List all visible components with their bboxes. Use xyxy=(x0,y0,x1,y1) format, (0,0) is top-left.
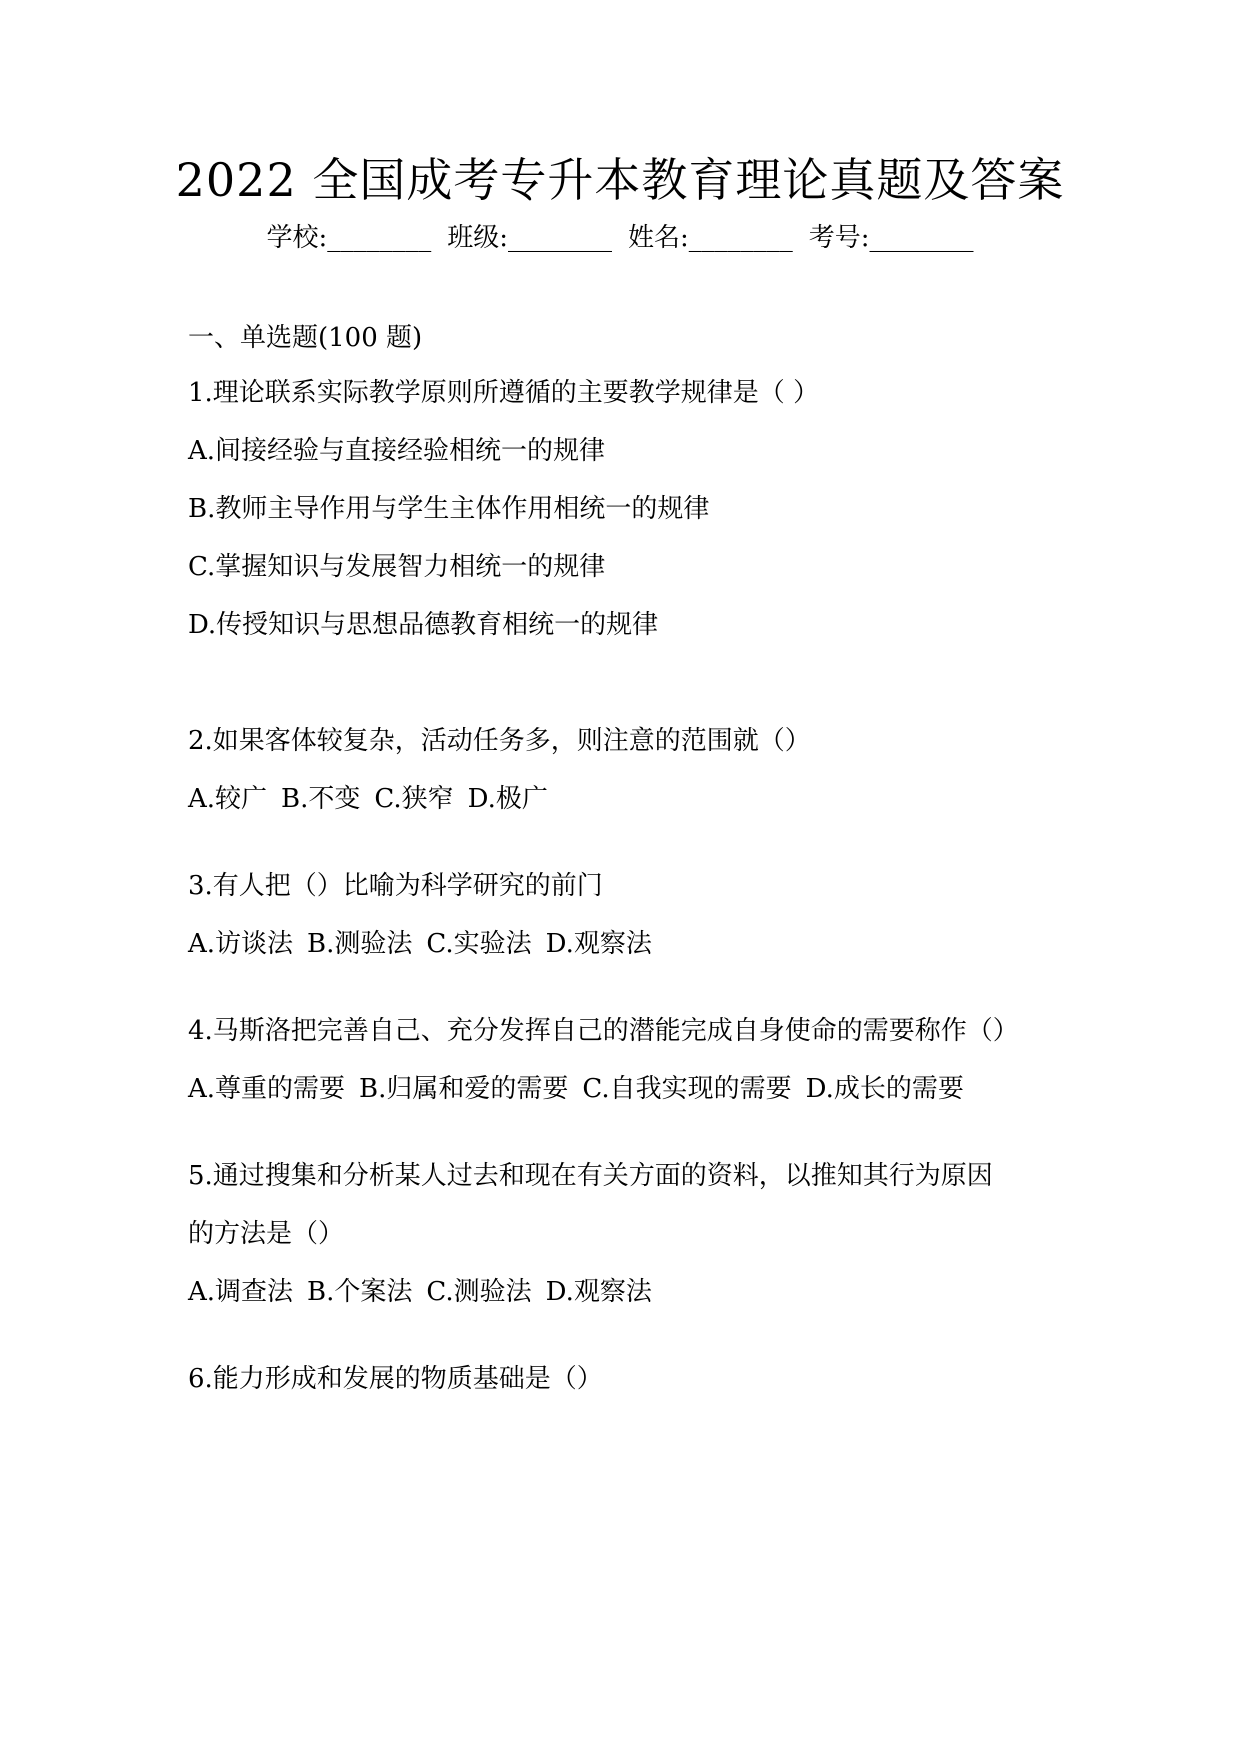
option-c: C.狭窄 xyxy=(374,784,454,814)
question-4-options xyxy=(188,1071,1088,1107)
question-2-stem: 2.如果客体较复杂，活动任务多，则注意的范围就（） xyxy=(188,726,811,756)
option-d: D.观察法 xyxy=(545,929,652,959)
question-5-options xyxy=(188,1274,1088,1310)
school-field: 学校:________ xyxy=(266,223,432,253)
question-6-stem: 6.能力形成和发展的物质基础是（） xyxy=(188,1364,603,1394)
class-field: 班级:________ xyxy=(447,223,612,253)
option-b: B.测验法 xyxy=(307,929,413,959)
option-b: B.个案法 xyxy=(307,1277,413,1307)
question-2-options xyxy=(188,781,1088,817)
option-c: C.自我实现的需要 xyxy=(582,1074,792,1104)
question-3-stem: 3.有人把（）比喻为科学研究的前门 xyxy=(188,871,603,901)
question-1-option-b: B.教师主导作用与学生主体作用相统一的规律 xyxy=(188,494,710,524)
section-heading: 一、单选题(100 题) xyxy=(188,323,423,353)
option-d: D.观察法 xyxy=(545,1277,652,1307)
name-field: 姓名:________ xyxy=(628,223,793,253)
question-5-stem-line-1: 5.通过搜集和分析某人过去和现在有关方面的资料，以推知其行为原因 xyxy=(188,1161,993,1191)
option-b: B.归属和爱的需要 xyxy=(359,1074,569,1104)
option-d: D.极广 xyxy=(467,784,548,814)
option-d: D.成长的需要 xyxy=(805,1074,964,1104)
question-1-option-a: A.间接经验与直接经验相统一的规律 xyxy=(188,436,606,466)
question-1-stem: 1.理论联系实际教学原则所遵循的主要教学规律是（ ） xyxy=(188,378,820,408)
question-4-stem: 4.马斯洛把完善自己、充分发挥自己的潜能完成自身使命的需要称作（） xyxy=(188,1016,1019,1046)
question-5-stem-line-2: 的方法是（） xyxy=(188,1219,345,1249)
option-a: A.调查法 xyxy=(188,1277,294,1307)
exam-number-field: 考号:________ xyxy=(808,223,974,253)
question-1-option-c: C.掌握知识与发展智力相统一的规律 xyxy=(188,552,606,582)
question-1-option-d: D.传授知识与思想品德教育相统一的规律 xyxy=(188,610,659,640)
question-3-options xyxy=(188,926,1088,962)
option-a: A.尊重的需要 xyxy=(188,1074,346,1104)
option-a: A.访谈法 xyxy=(188,929,294,959)
option-c: C.实验法 xyxy=(426,929,532,959)
option-b: B.不变 xyxy=(281,784,361,814)
option-a: A.较广 xyxy=(188,784,268,814)
document-title: 2022 全国成考专升本教育理论真题及答案 xyxy=(175,153,1065,207)
student-info-row xyxy=(0,220,1240,256)
option-c: C.测验法 xyxy=(426,1277,532,1307)
